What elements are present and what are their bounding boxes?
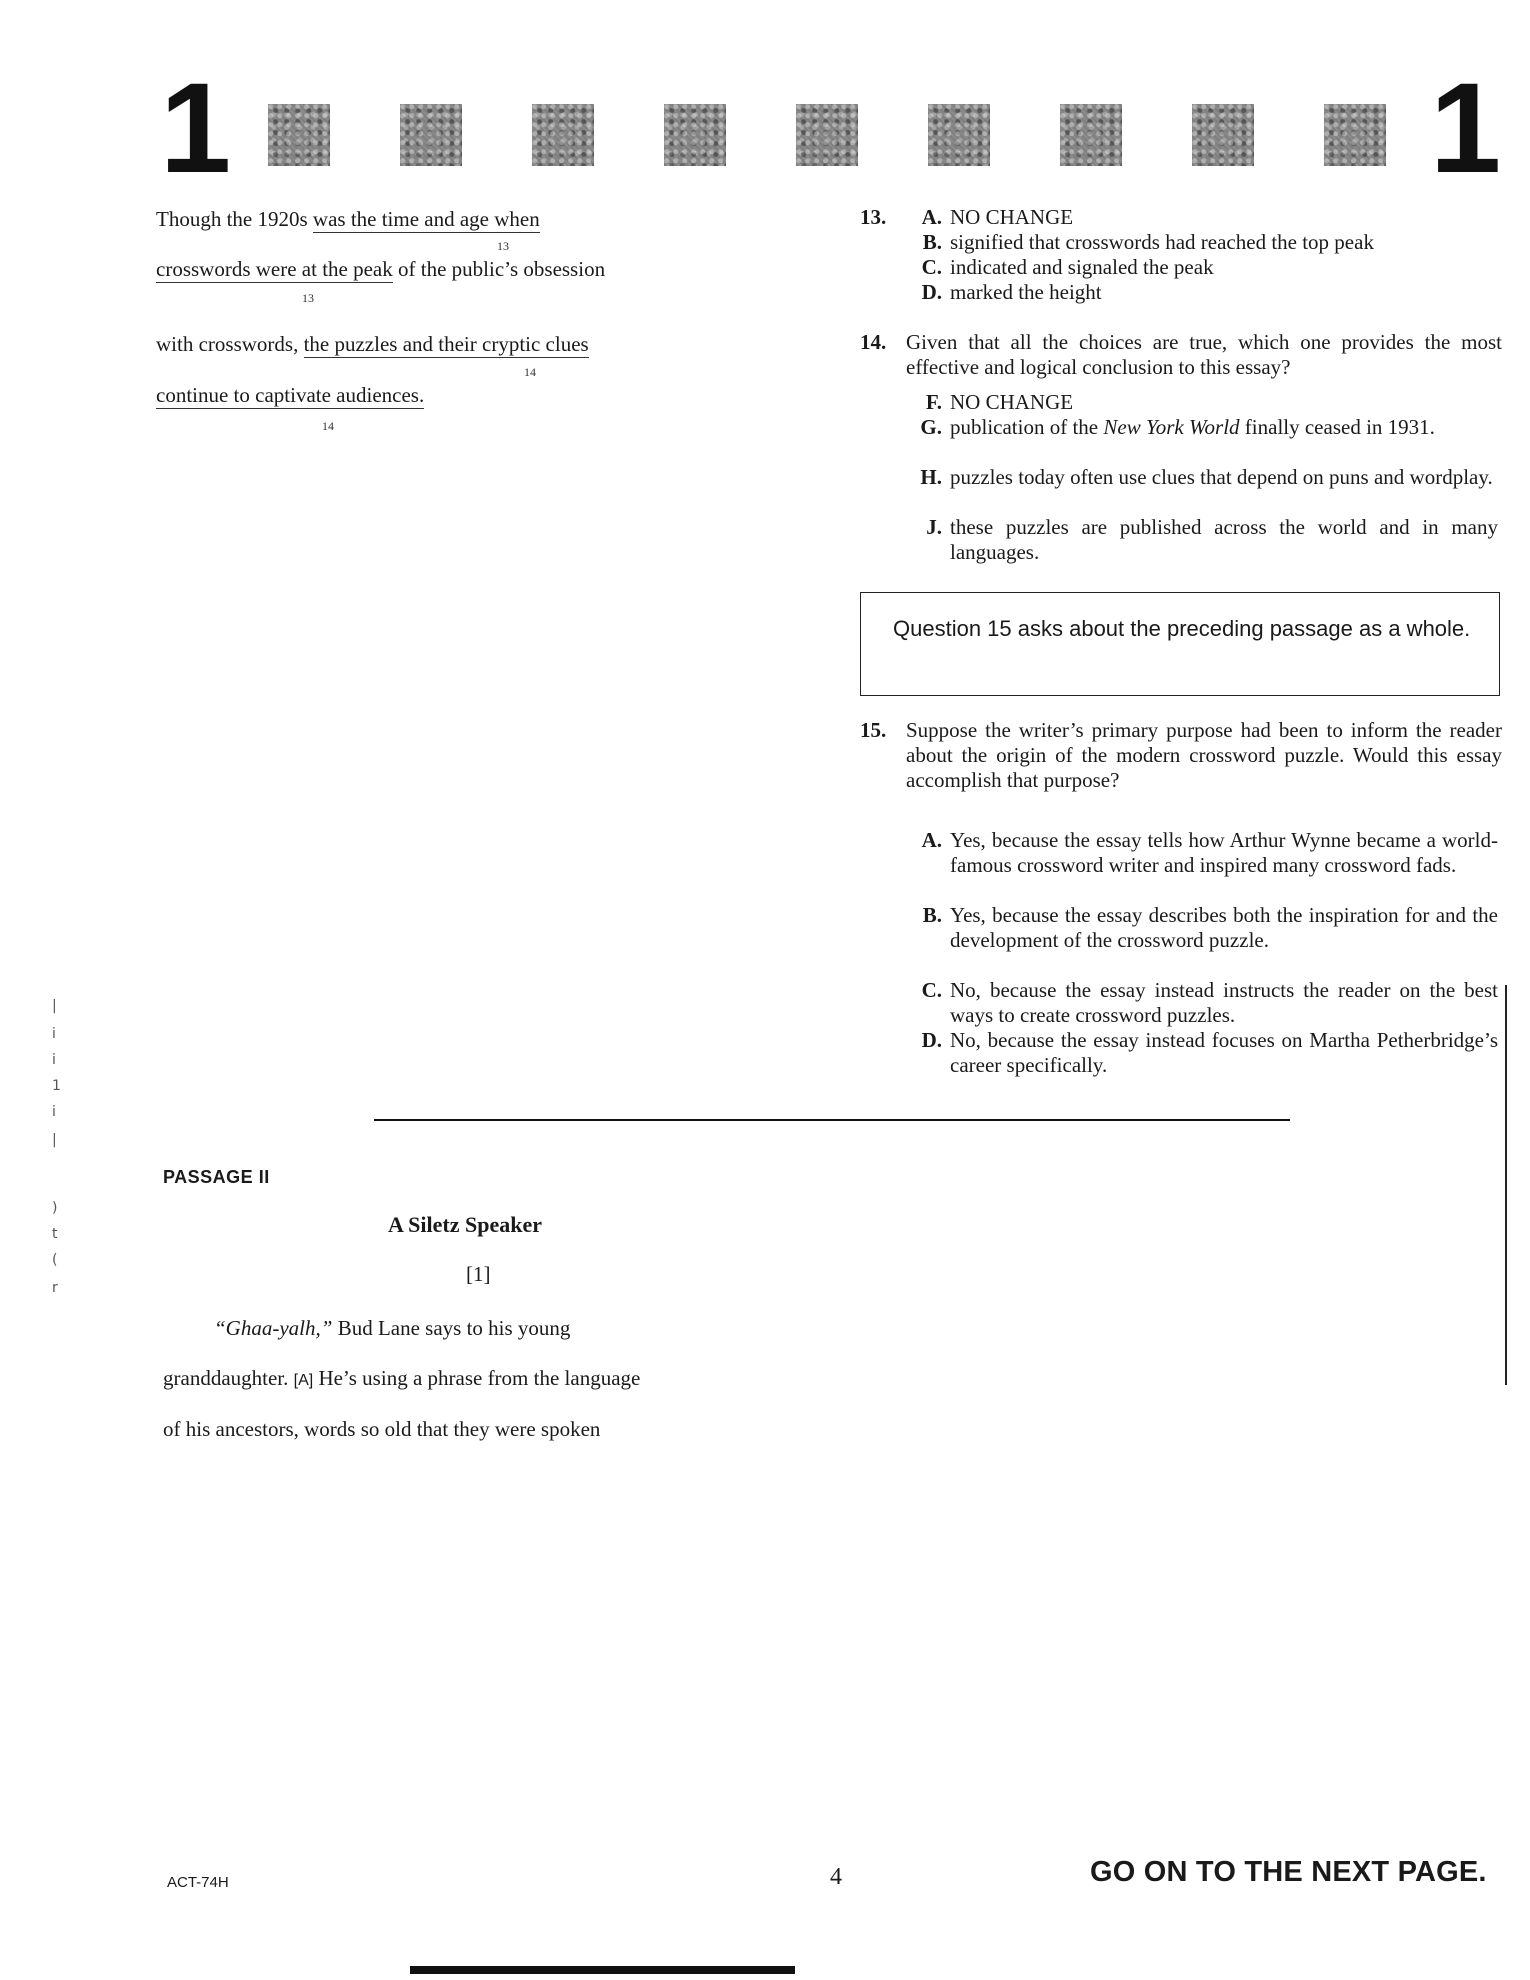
- header-square: [796, 104, 858, 166]
- header-square: [1060, 104, 1122, 166]
- question-14: [860, 330, 1502, 380]
- option-letter: J.: [926, 515, 942, 539]
- option-text: marked the height: [950, 280, 1102, 304]
- newspaper-title: New York World: [1103, 415, 1240, 439]
- option-text: Yes, because the essay tells how Arthur Wynne became a world-famous crossword writer and inspired many crossword fads.: [950, 828, 1498, 877]
- scan-edge-line: [1505, 985, 1507, 1385]
- question-number: 14.: [860, 330, 887, 354]
- whole-passage-note-box: Question 15 asks about the preceding passage as a whole.: [860, 592, 1500, 696]
- passage-text: with crosswords,: [156, 332, 304, 356]
- option-text: NO CHANGE: [950, 205, 1074, 229]
- passage-text: of the public’s obsession: [392, 257, 606, 281]
- option-letter: C.: [921, 255, 942, 279]
- option-letter: F.: [925, 390, 942, 414]
- underlined-portion-14: the puzzles and their cryptic clues: [303, 332, 589, 356]
- question-number: 15.: [860, 718, 887, 742]
- option-text-part: publication of the: [950, 415, 1104, 439]
- passage-text: granddaughter.: [163, 1366, 294, 1390]
- option-text: No, because the essay instead focuses on Martha Petherbridge’s career specifically.: [950, 1028, 1498, 1077]
- option-text: signified that crosswords had reached the top peak: [950, 230, 1374, 254]
- option-text: No, because the essay instead instructs the reader on the best ways to create crossword puzzles.: [950, 978, 1498, 1027]
- next-page-notice: GO ON TO THE NEXT PAGE.: [1090, 1856, 1487, 1888]
- option-text: [950, 415, 1498, 440]
- option-text: Yes, because the essay describes both the inspiration for and the development of the crossword puzzle.: [950, 903, 1498, 952]
- passage-line: [156, 256, 605, 282]
- option-text: indicated and signaled the peak: [950, 255, 1214, 279]
- form-code: ACT-74H: [167, 1874, 229, 1891]
- passage-line: [156, 206, 540, 232]
- question-marker: 13: [497, 239, 509, 253]
- option-letter: G.: [920, 415, 942, 439]
- question-marker: 14: [524, 365, 536, 379]
- option-letter: A.: [921, 205, 942, 229]
- option-letter: C.: [921, 978, 942, 1002]
- passage-title: A Siletz Speaker: [388, 1212, 542, 1237]
- passage-text: He’s using a phrase from the language: [313, 1366, 641, 1390]
- passage-text: Though the 1920s: [156, 207, 313, 231]
- option-letter: B.: [922, 903, 942, 927]
- question-stem: Given that all the choices are true, which one provides the most effective and logical conclusion to this essay?: [906, 330, 1502, 379]
- page-number: 4: [830, 1864, 842, 1890]
- option-text: these puzzles are published across the world and in many languages.: [950, 515, 1498, 564]
- question-number: 13.: [860, 205, 887, 229]
- section-number-right: 1: [1430, 57, 1502, 200]
- header-square: [400, 104, 462, 166]
- scan-bottom-bar: [410, 1966, 795, 1974]
- option-letter: D.: [921, 1028, 942, 1052]
- question-marker: 14: [322, 419, 334, 433]
- header-square: [1192, 104, 1254, 166]
- underlined-portion-13: crosswords were at the peak: [156, 257, 393, 281]
- header-square: [664, 104, 726, 166]
- option-letter: B.: [922, 230, 942, 254]
- passage-line: [163, 1416, 600, 1442]
- passage-text: Bud Lane says to his young: [332, 1316, 571, 1340]
- header-square: [1324, 104, 1386, 166]
- siletz-phrase: “Ghaa-yalh,”: [214, 1316, 333, 1340]
- question-15: [860, 718, 1502, 793]
- option-letter: A.: [921, 828, 942, 852]
- option-letter: H.: [920, 465, 942, 489]
- option-text: puzzles today often use clues that depend on puns and wordplay.: [950, 465, 1493, 489]
- question-stem: Suppose the writer’s primary purpose had been to inform the reader about the origin of the modern crossword puzzle. Would this essay accomplish that purpose?: [906, 718, 1502, 792]
- passage-line: [156, 331, 589, 357]
- passage-line: [156, 382, 424, 408]
- passage-text: of his ancestors, words so old that they were spoken: [163, 1417, 601, 1441]
- passage-divider: [374, 1119, 1290, 1121]
- header-square: [268, 104, 330, 166]
- underlined-portion-13: was the time and age when: [312, 207, 540, 231]
- insertion-point-tag: [A]: [293, 1372, 314, 1389]
- question-marker: 13: [302, 291, 314, 305]
- paragraph-number: [1]: [466, 1262, 491, 1286]
- passage-line: [214, 1315, 570, 1341]
- header-square: [928, 104, 990, 166]
- option-text: NO CHANGE: [950, 390, 1074, 414]
- section-number-left: 1: [160, 57, 232, 200]
- underlined-portion-14: continue to captivate audiences.: [156, 383, 425, 407]
- header-square: [532, 104, 594, 166]
- option-text-part: finally ceased in 1931.: [1239, 415, 1435, 439]
- option-letter: D.: [921, 280, 942, 304]
- passage-line: [163, 1365, 640, 1394]
- passage-label: PASSAGE II: [163, 1167, 270, 1187]
